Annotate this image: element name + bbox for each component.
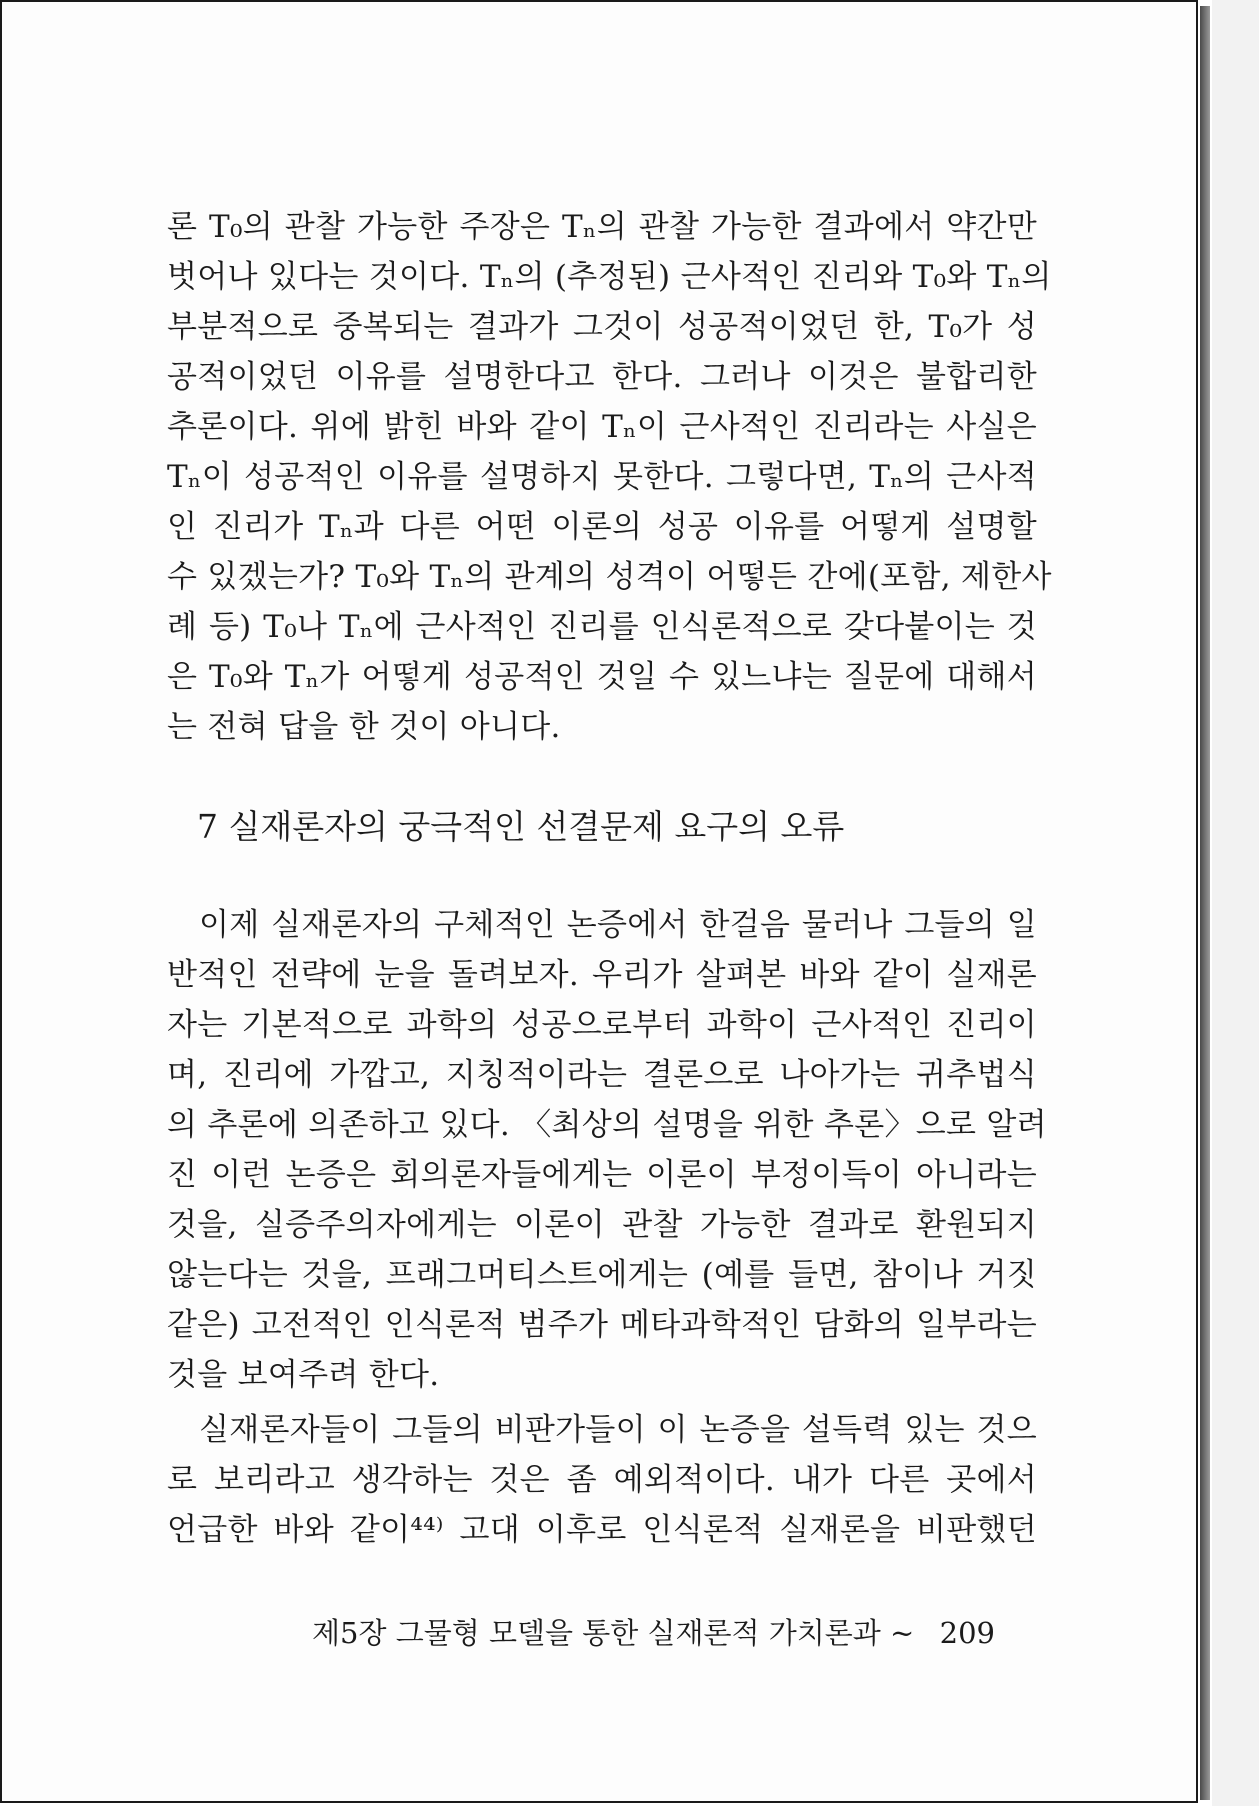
text-line: 진 이런 논증은 회의론자들에게는 이론이 부정이득이 아니라는: [167, 1157, 1037, 1193]
text-line: 같은) 고전적인 인식론적 범주가 메타과학적인 담화의 일부라는: [167, 1307, 1037, 1343]
section-heading: 7 실재론자의 궁극적인 선결문제 요구의 오류: [197, 807, 845, 846]
text-line: 부분적으로 중복되는 결과가 그것이 성공적이었던 한, T₀가 성: [167, 309, 1037, 345]
text-line: 은 T₀와 Tₙ가 어떻게 성공적인 것일 수 있느냐는 질문에 대해서: [167, 659, 1037, 695]
text-line: 언급한 바와 같이⁴⁴⁾ 고대 이후로 인식론적 실재론을 비판했던: [167, 1512, 1037, 1548]
page-number: 209: [939, 1616, 995, 1650]
text-line: 론 T₀의 관찰 가능한 주장은 Tₙ의 관찰 가능한 결과에서 약간만: [167, 209, 1037, 245]
paragraph-1: [167, 202, 1052, 752]
text-line: 로 보리라고 생각하는 것은 좀 예외적이다. 내가 다른 곳에서: [167, 1462, 1037, 1498]
text-line: 는 전혀 답을 한 것이 아니다.: [167, 709, 561, 745]
text-line: 벗어나 있다는 것이다. Tₙ의 (추정된) 근사적인 진리와 T₀와 Tₙ의: [167, 259, 1052, 295]
text-line: 자는 기본적으로 과학의 성공으로부터 과학이 근사적인 진리이: [167, 1007, 1037, 1043]
running-title: 제5장 그물형 모델을 통한 실재론적 가치론과 ~: [312, 1616, 915, 1650]
paragraph-2: [167, 900, 1047, 1400]
text-line: 이제 실재론자의 구체적인 논증에서 한걸음 물러나 그들의 일: [199, 907, 1037, 943]
paragraph-3: [167, 1405, 1037, 1555]
text-line: 것을 보여주려 한다.: [167, 1357, 440, 1393]
text-line: 공적이었던 이유를 설명한다고 한다. 그러나 이것은 불합리한: [167, 359, 1037, 395]
text-line: 실재론자들이 그들의 비판가들이 이 논증을 설득력 있는 것으: [199, 1412, 1037, 1448]
text-line: Tₙ이 성공적인 이유를 설명하지 못한다. 그렇다면, Tₙ의 근사적: [167, 459, 1037, 495]
text-line: 수 있겠는가? T₀와 Tₙ의 관계의 성격이 어떻든 간에(포함, 제한사: [167, 559, 1052, 595]
text-line: 며, 진리에 가깝고, 지칭적이라는 결론으로 나아가는 귀추법식: [167, 1057, 1037, 1093]
text-line: 않는다는 것을, 프래그머티스트에게는 (예를 들면, 참이나 거짓: [167, 1257, 1037, 1293]
text-line: 반적인 전략에 눈을 돌려보자. 우리가 살펴본 바와 같이 실재론: [167, 957, 1037, 993]
page-margin: [1212, 0, 1259, 1806]
page-edge: [1200, 6, 1210, 1800]
running-footer: [312, 1613, 995, 1653]
text-line: 추론이다. 위에 밝힌 바와 같이 Tₙ이 근사적인 진리라는 사실은: [167, 409, 1037, 445]
text-line: 례 등) T₀나 Tₙ에 근사적인 진리를 인식론적으로 갖다붙이는 것: [167, 609, 1037, 645]
text-line: 것을, 실증주의자에게는 이론이 관찰 가능한 결과로 환원되지: [167, 1207, 1037, 1243]
text-line: 인 진리가 Tₙ과 다른 어떤 이론의 성공 이유를 어떻게 설명할: [167, 509, 1037, 545]
text-line: 의 추론에 의존하고 있다. 〈최상의 설명을 위한 추론〉으로 알려: [167, 1107, 1047, 1143]
